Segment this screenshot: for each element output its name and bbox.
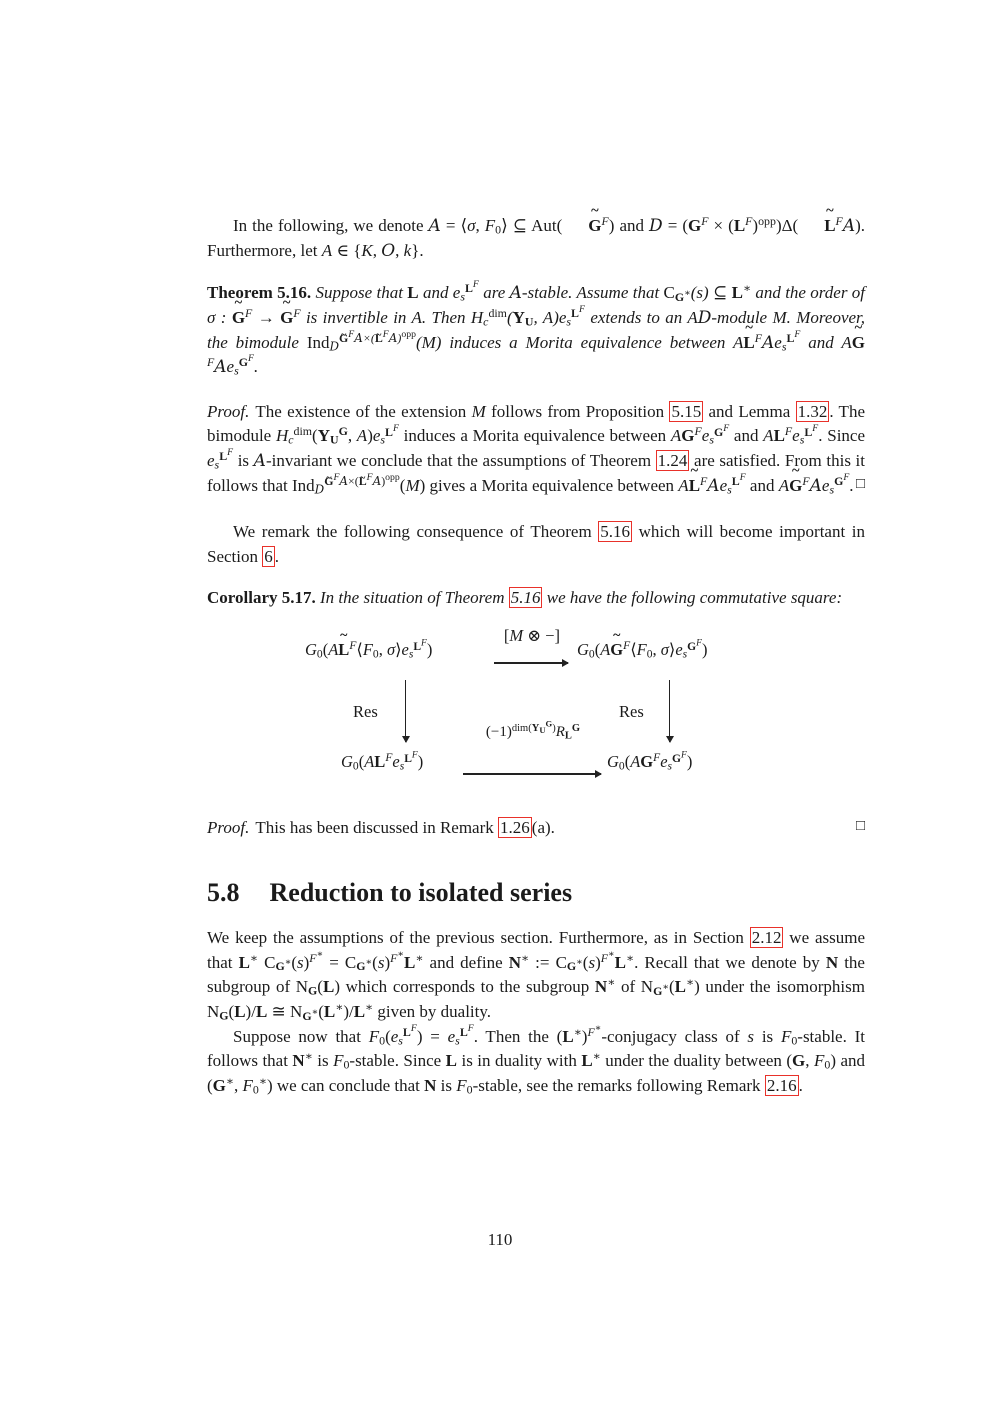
- cross-reference-link[interactable]: 2.12: [751, 928, 782, 948]
- body-paragraph-2: Suppose now that $F_0(e_s^{L^F}) = e_s^{L^F}$. Then the $(L^∗)^{F^∗}$-conjugacy class of s is $F_0$-stable. It follows that N∗ is $F_0$-stable. Since L is in duality with L∗ under the duality between (G, $F_0$) and (G∗, $F_0^∗$) we can conclude that N is $F_0$-stable, see the remarks following Remark 2.16 .: [207, 1022, 866, 1097]
- top-arrow-icon: [494, 662, 568, 663]
- corollary-body: In the situation of Theorem 5.16 we have the following commutative square:: [320, 587, 843, 607]
- proof-label: Proof.: [207, 818, 250, 838]
- res-label-left: Res: [353, 702, 378, 722]
- section-number: 5.8: [207, 877, 240, 907]
- section-title: Reduction to isolated series: [269, 877, 573, 907]
- right-down-arrow-icon: [669, 680, 670, 742]
- qed-symbol: □: [855, 818, 865, 835]
- diagram-node-bottom-right: $G_0(AG^Fe_s^{G^F})$: [607, 749, 693, 773]
- page-number: 110: [487, 1230, 513, 1249]
- diagram-node-bottom-left: $G_0(AL^Fe_s^{L^F})$: [341, 749, 424, 773]
- proof-body: This has been discussed in Remark 1.26 (a).: [255, 818, 555, 838]
- qed-symbol: □: [855, 475, 865, 492]
- cross-reference-link[interactable]: 1.26: [500, 818, 530, 838]
- section-heading: [207, 877, 865, 908]
- intro-paragraph: In the following, we denote A = ⟨σ, $F_0⟩$ ⊆ Aut( G ~$^F$) and $D = (G^F \times (L^F)^{opp})\Delta$( L ~$^F$A). Furthermore, let A ∈ {K, O, k}.: [207, 214, 865, 263]
- res-label-right: Res: [619, 702, 644, 722]
- cross-reference-link[interactable]: 1.24: [657, 451, 688, 471]
- corollary-5-17: [207, 586, 865, 611]
- proof-corollary-5-17: [207, 816, 865, 841]
- cross-reference-link[interactable]: 5.16: [510, 587, 541, 607]
- theorem-body: Suppose that L and $e_s^{L^F}$ are A-stable. Assume that $C_{G^∗}(s)$ ⊆ L∗ and the order of σ : G ~$^F$ → G ~$^F$ is invertible in A. Then $H_c^{dim}(Y_U$, $A)e_s^{L^F}$ extends to an AD-module M. Moreover, the bimodule Ind$_D^{G^FA\times(L^FA)^{opp}}$(M) induces a Morita equivalence between AL $\sim^FAe_s^{L^F}$ and AG $\sim^FAe_s^{G^F}$.: [207, 283, 865, 376]
- page-body: [207, 214, 865, 1099]
- cross-reference-link[interactable]: 1.32: [797, 401, 828, 421]
- left-down-arrow-icon: [405, 680, 406, 742]
- diagram-node-top-left: $G_0(AL$ $\sim^F⟨F_0$, $\sigma⟩e_s^{L^F}$): [305, 638, 432, 662]
- diagram-node-top-right: $G_0(AG$ $\sim^F⟨F_0$, $\sigma⟩e_s^{G^F}$): [577, 638, 707, 662]
- top-arrow-label: [M ⊗ −]: [503, 626, 561, 646]
- bottom-arrow-label: $(-1)^{dim(Y_U^G)}R_L^G$: [485, 718, 581, 742]
- remark-paragraph: We remark the following consequence of Theorem 5.16 which will become important in Section 6 .: [207, 522, 865, 567]
- cross-reference-link[interactable]: 5.15: [671, 401, 702, 421]
- bottom-arrow-icon: [463, 773, 601, 774]
- cross-reference-link[interactable]: 2.16: [766, 1076, 797, 1095]
- proof-body: The existence of the extension M follows from Proposition 5.15 and Lemma 1.32 . The bimodule $H_c^{dim}(Y_U^G$, $A)e_s^{L^F}$ induces a Morita equivalence between $AG^Fe_s^{G^F}$ and $AL^Fe_s^{L^F}$. Since $e_s^{L^F}$ is A-invariant we conclude that the assumptions of Theorem 1.24 are satisfied. From this it follows that Ind$_D^{G^FA\times(L^FA)^{opp}}$(M) gives a Morita equivalence between AL $\sim^FAe_s^{L^F}$ and AG $\sim^FAe_s^{G^F}$.: [207, 402, 865, 495]
- commutative-diagram: [207, 622, 865, 790]
- cross-reference-link[interactable]: 6: [264, 547, 273, 567]
- proof-theorem-5-16: [207, 400, 865, 499]
- theorem-label: Theorem 5.16.: [207, 283, 312, 303]
- body-paragraph-1: We keep the assumptions of the previous section. Furthermore, as in Section 2.12 we assume that L∗ $C_{G^∗}(s)^{F^∗} = C_{G^∗}(s)^{F^∗}L^∗$ and define N∗ := $C_{G^∗}(s)^{F^∗}L^∗$. Recall that we denote by N the subgroup of $N_G(L)$ which corresponds to the subgroup N∗ of $N_{G^∗}(L^∗)$ under the isomorphism $N_G(L)/L$ ≅ $N_{G^∗}(L^∗)/L^∗$ given by duality.: [207, 928, 865, 1023]
- corollary-label: Corollary 5.17.: [207, 587, 316, 607]
- proof-label: Proof.: [207, 401, 250, 421]
- cross-reference-link[interactable]: 5.16: [600, 522, 630, 542]
- theorem-5-16: [207, 281, 865, 380]
